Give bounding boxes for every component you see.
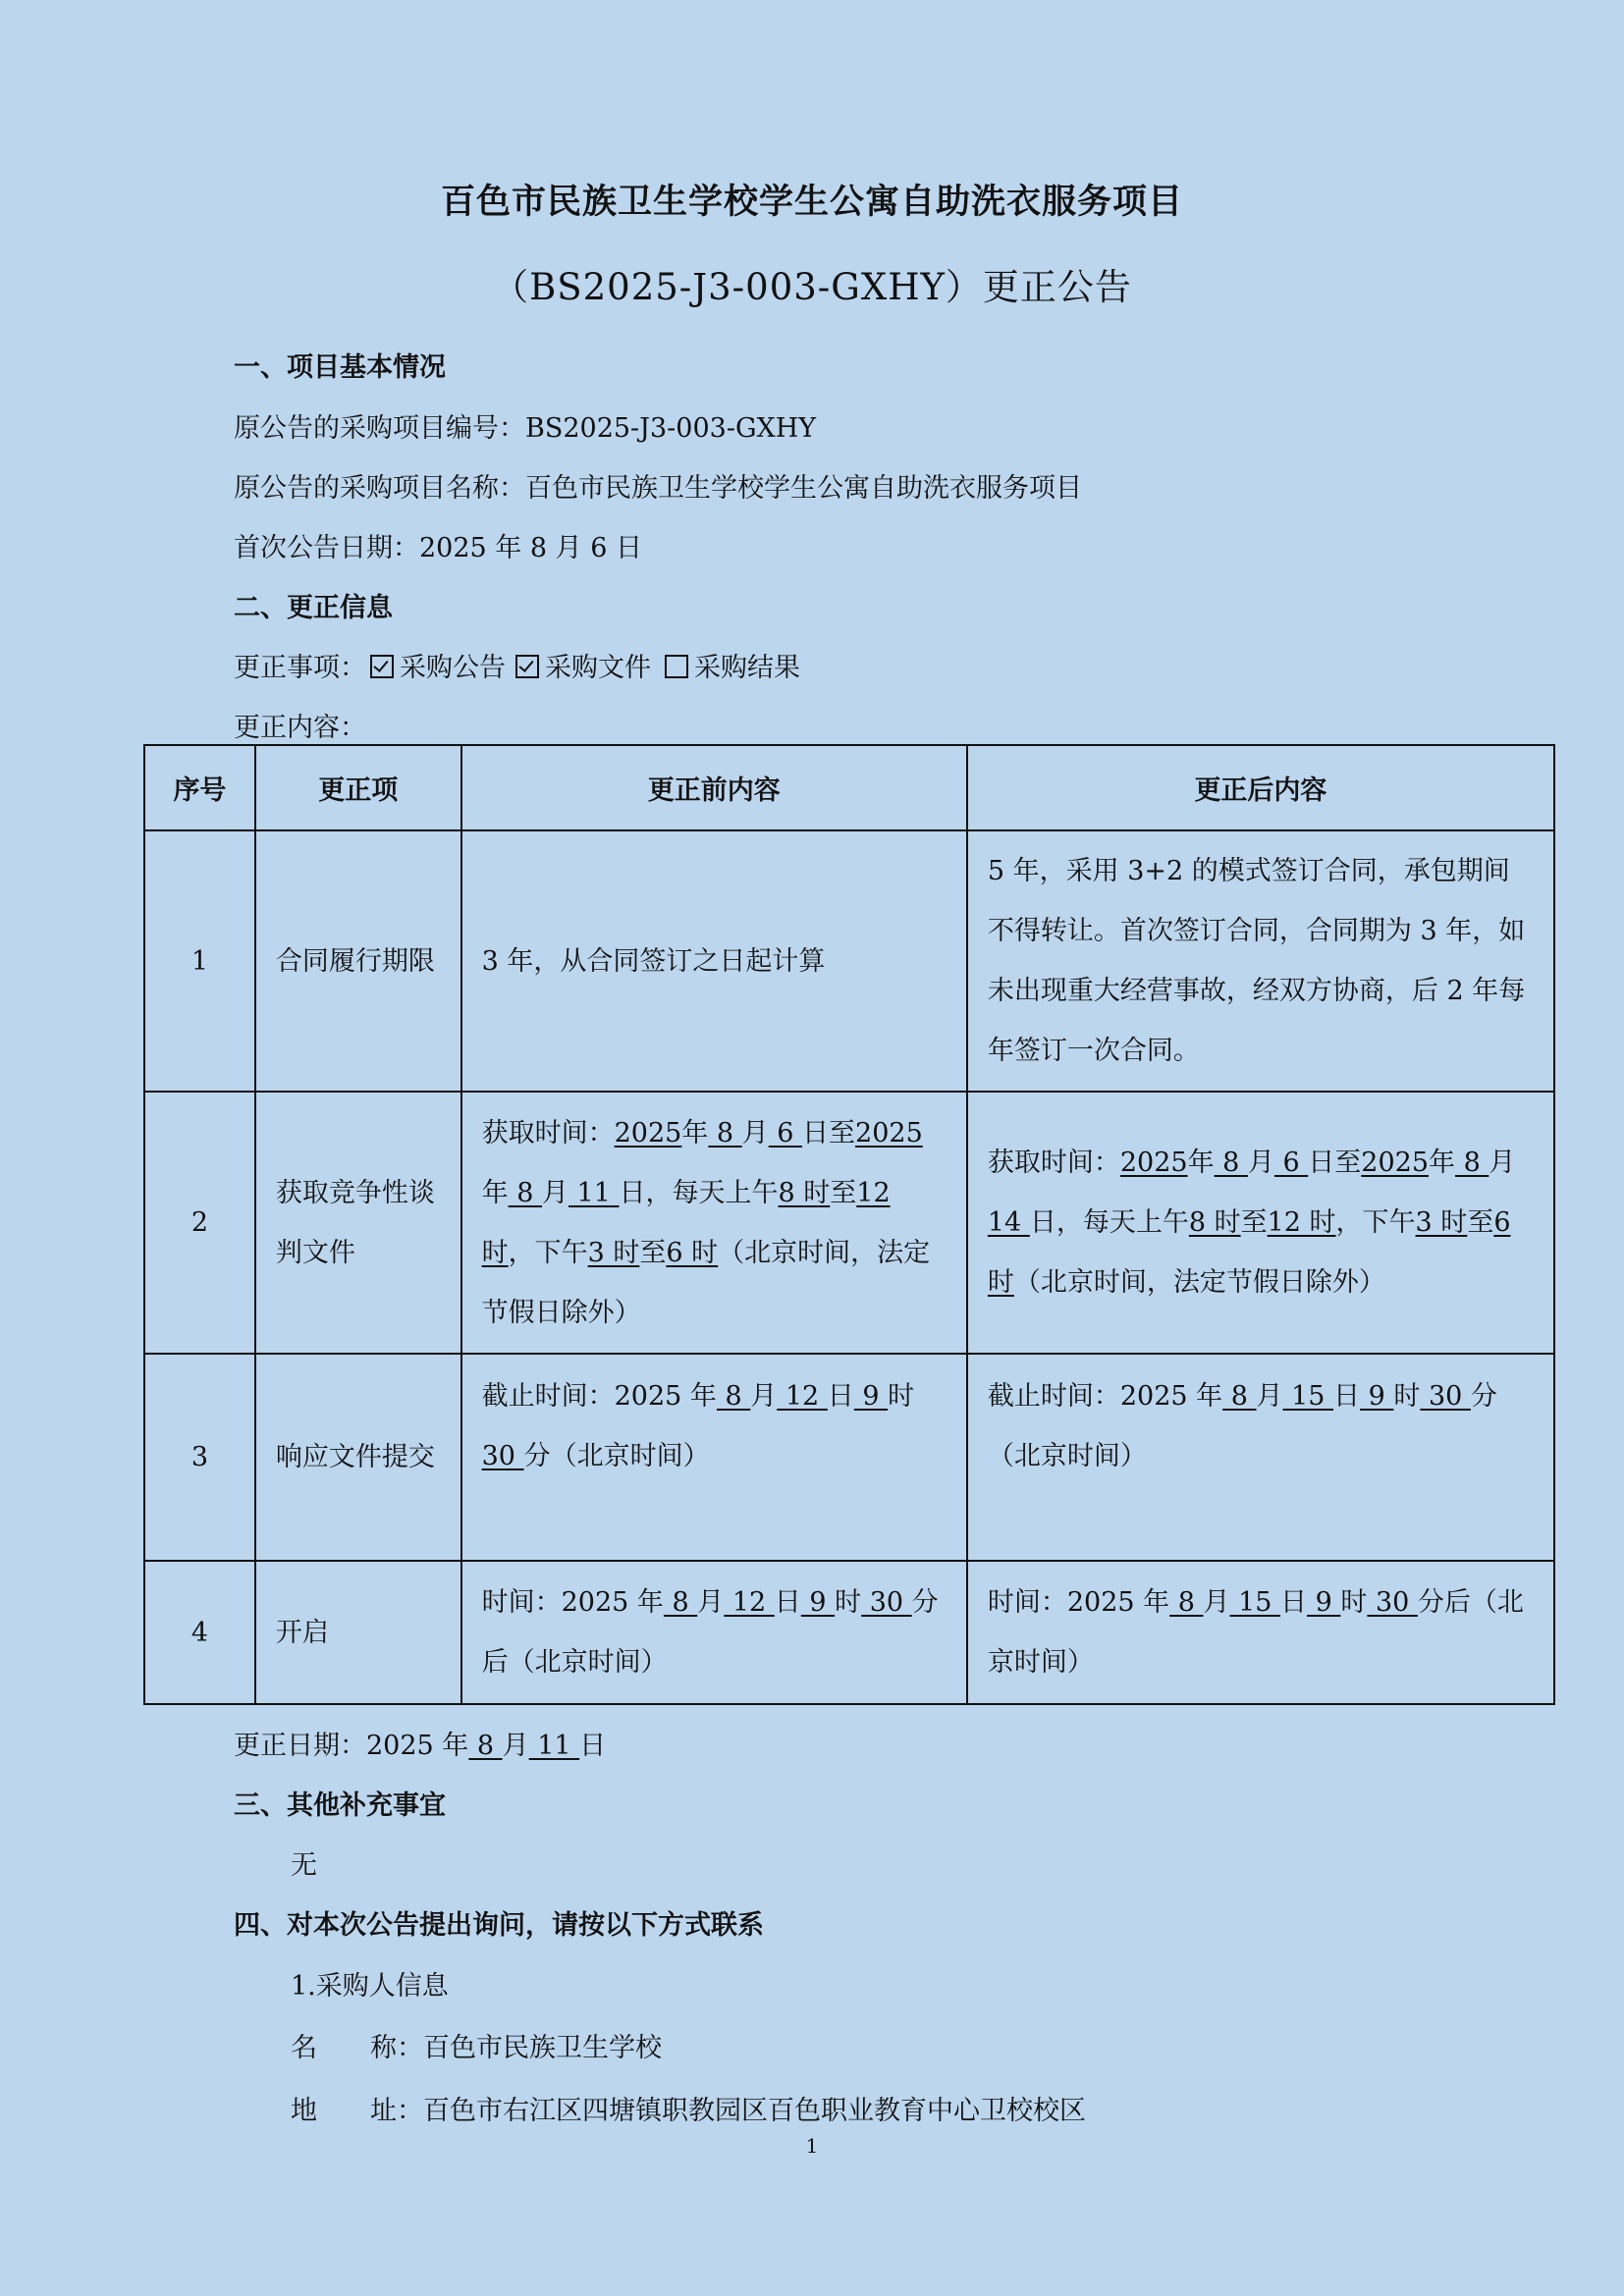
row-before: 时间：2025 年 8 月 12 日 9 时 30 分后（北京时间） [461, 1561, 967, 1704]
correction-table [143, 744, 1555, 1705]
row-before: 获取时间：2025年 8 月 6 日至2025年 8 月 11 日，每天上午8 时至12 时，下午3 时至6 时（北京时间，法定节假日除外） [461, 1092, 967, 1354]
table-header-row [144, 745, 1554, 830]
original-project-code: 原公告的采购项目编号：BS2025-J3-003-GXHY [234, 413, 817, 444]
section1-heading: 一、项目基本情况 [234, 352, 446, 383]
correction-items-label: 更正事项： [234, 653, 366, 683]
section3-body: 无 [291, 1850, 317, 1881]
section4-heading: 四、对本次公告提出询问，请按以下方式联系 [234, 1910, 764, 1941]
table-row [144, 1092, 1554, 1354]
header-before: 更正前内容 [461, 745, 967, 830]
row-item: 获取竞争性谈判文件 [255, 1092, 461, 1354]
option-docs: 采购文件 [545, 653, 651, 683]
option-result: 采购结果 [694, 653, 800, 683]
correction-date: 更正日期：2025 年 8 月 11 日 [234, 1731, 607, 1761]
original-project-name: 原公告的采购项目名称：百色市民族卫生学校学生公寓自助洗衣服务项目 [234, 473, 1082, 504]
header-after: 更正后内容 [967, 745, 1554, 830]
row-item: 响应文件提交 [255, 1354, 461, 1561]
purchaser-info-heading: 1.采购人信息 [291, 1971, 449, 2002]
row-before: 3 年，从合同签订之日起计算 [461, 830, 967, 1092]
row-after: 获取时间：2025年 8 月 6 日至2025年 8 月 14 日，每天上午8 时至12 时，下午3 时至6 时（北京时间，法定节假日除外） [967, 1092, 1554, 1354]
correction-items [234, 646, 800, 684]
row-item: 合同履行期限 [255, 830, 461, 1092]
row-no: 4 [144, 1561, 255, 1704]
row-after: 时间：2025 年 8 月 15 日 9 时 30 分后（北京时间） [967, 1561, 1554, 1704]
page-number: 1 [805, 2134, 819, 2158]
row-item: 开启 [255, 1561, 461, 1704]
table-row [144, 830, 1554, 1092]
row-no: 2 [144, 1092, 255, 1354]
title-line-1: 百色市民族卫生学校学生公寓自助洗衣服务项目 [440, 182, 1183, 222]
purchaser-address: 地 址：百色市右江区四塘镇职教园区百色职业教育中心卫校校区 [291, 2096, 1086, 2126]
checkbox-empty-icon [665, 655, 688, 678]
row-after: 5 年，采用 3+2 的模式签订合同，承包期间不得转让。首次签订合同，合同期为 3 年，如未出现重大经营事故，经双方协商，后 2 年每年签订一次合同。 [967, 830, 1554, 1092]
section3-heading: 三、其他补充事宜 [234, 1790, 446, 1821]
row-after: 截止时间：2025 年 8 月 15 日 9 时 30 分（北京时间） [967, 1354, 1554, 1561]
title-line-2: （BS2025-J3-003-GXHY）更正公告 [492, 266, 1132, 308]
row-no: 3 [144, 1354, 255, 1561]
header-item: 更正项 [255, 745, 461, 830]
section2-heading: 二、更正信息 [234, 593, 393, 623]
first-notice-date: 首次公告日期：2025 年 8 月 6 日 [234, 533, 642, 563]
header-no: 序号 [144, 745, 255, 830]
option-notice: 采购公告 [400, 653, 506, 683]
row-no: 1 [144, 830, 255, 1092]
checkbox-checked-icon [370, 655, 394, 678]
purchaser-name: 名 称：百色市民族卫生学校 [291, 2033, 662, 2063]
row-before: 截止时间：2025 年 8 月 12 日 9 时 30 分（北京时间） [461, 1354, 967, 1561]
checkbox-checked-icon [515, 655, 539, 678]
table-row [144, 1354, 1554, 1561]
table-row [144, 1561, 1554, 1704]
correction-content-label: 更正内容： [234, 713, 366, 743]
